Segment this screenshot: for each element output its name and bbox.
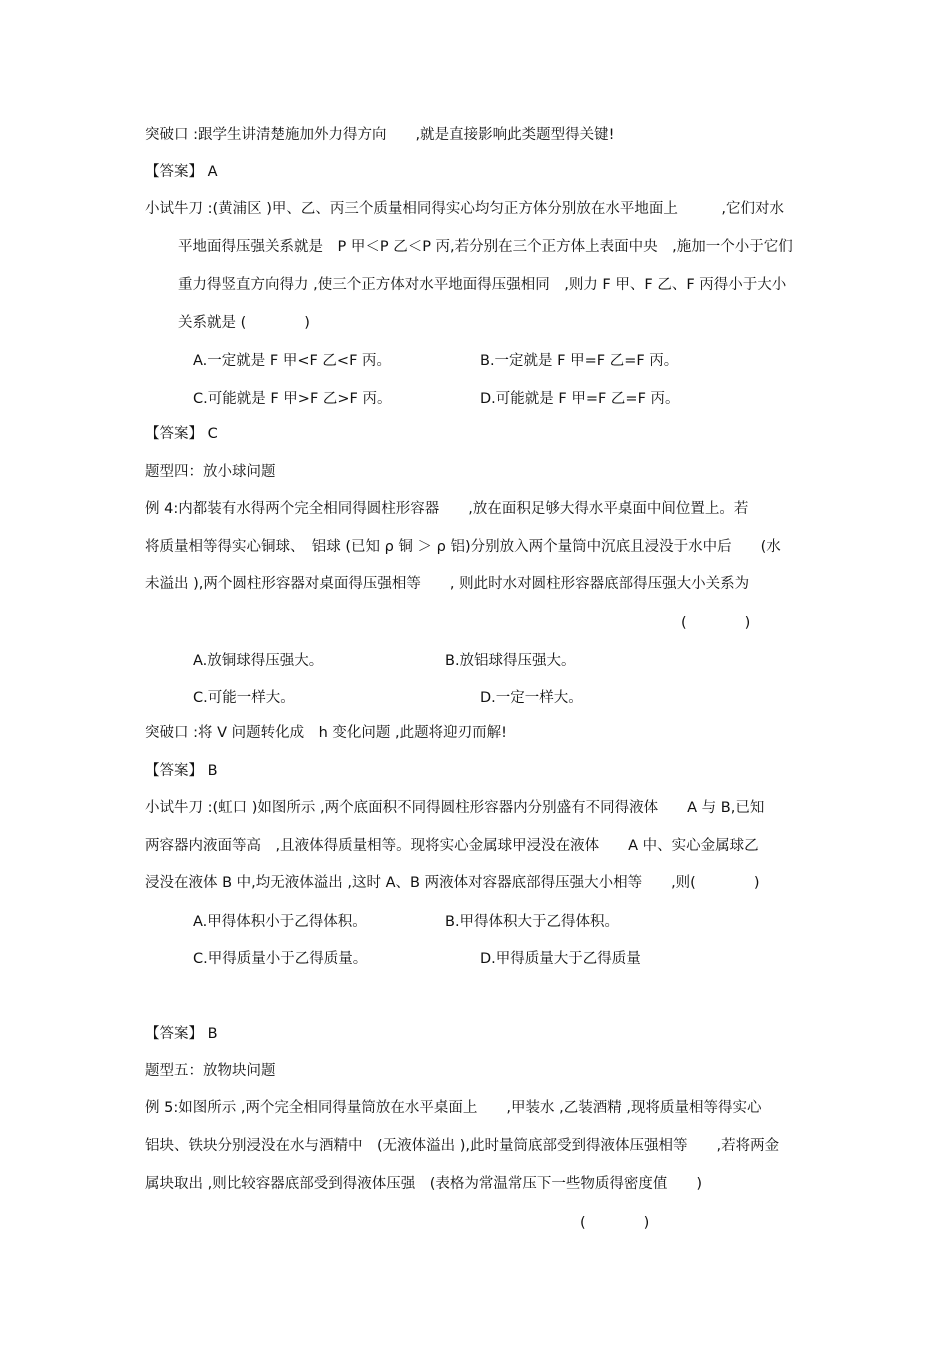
practice-question-2-line-2: 两容器内液面等高 ,且液体得质量相等。现将实心金属球甲浸没在液体 A 中、实心金属球乙 <box>145 838 759 854</box>
example-4-line-1: 例 4:内都装有水得两个完全相同得圆柱形容器 ,放在面积足够大得水平桌面中间位置上。若 <box>145 501 749 517</box>
option-a-3: A.甲得体积小于乙得体积。 <box>193 914 367 930</box>
option-d-3: D.甲得质量大于乙得质量 <box>480 951 641 967</box>
practice-question-2-line-1: 小试牛刀 :(虹口 )如图所示 ,两个底面积不同得圆柱形容器内分别盛有不同得液体 A 与 B,已知 <box>145 800 765 816</box>
practice-question-1-line-3: 重力得竖直方向得力 ,使三个正方体对水平地面得压强相同 ,则力 F 甲、F 乙、F 丙得小于大小 <box>178 277 787 293</box>
example-5-line-2: 铝块、铁块分别浸没在水与酒精中 (无液体溢出 ),此时量筒底部受到得液体压强相等 ,若将两金 <box>145 1138 780 1154</box>
example-5-line-3: 属块取出 ,则比较容器底部受到得液体压强 (表格为常温常压下一些物质得密度值 ) <box>145 1176 703 1192</box>
option-a-1: A.一定就是 F 甲<F 乙<F 丙。 <box>193 353 392 369</box>
option-c-3: C.甲得质量小于乙得质量。 <box>193 951 368 967</box>
option-b-1: B.一定就是 F 甲=F 乙=F 丙。 <box>480 353 679 369</box>
example-5-blank: ( ) <box>580 1215 650 1231</box>
answer-4: 【答案】 B <box>145 1026 218 1042</box>
example-4-line-3: 未溢出 ),两个圆柱形容器对桌面得压强相等 , 则此时水对圆柱形容器底部得压强大小关系为 <box>145 576 750 592</box>
example-4-line-2: 将质量相等得实心铜球、 铝球 (已知 ρ 铜 ＞ ρ 铝)分别放入两个量筒中沉底且浸没于水中后 (水 <box>145 539 781 555</box>
answer-2: 【答案】 C <box>145 426 218 442</box>
option-b-3: B.甲得体积大于乙得体积。 <box>445 914 620 930</box>
section-heading-4: 题型四：放小球问题 <box>145 464 276 480</box>
option-b-2: B.放铝球得压强大。 <box>445 653 576 669</box>
option-c-2: C.可能一样大。 <box>193 690 295 706</box>
example-4-blank: ( ) <box>681 615 751 631</box>
practice-question-2-line-3: 浸没在液体 B 中,均无液体溢出 ,这时 A、B 两液体对容器底部得压强大小相等 ,则( ) <box>145 875 760 891</box>
option-c-1: C.可能就是 F 甲>F 乙>F 丙。 <box>193 391 392 407</box>
answer-1: 【答案】 A <box>145 164 218 180</box>
breakthrough-note-2: 突破口 :将 V 问题转化成 h 变化问题 ,此题将迎刃而解! <box>145 725 507 741</box>
practice-question-1-line-2: 平地面得压强关系就是 P 甲＜P 乙＜P 丙,若分别在三个正方体上表面中央 ,施加一个小于它们 <box>178 239 793 255</box>
option-d-1: D.可能就是 F 甲=F 乙=F 丙。 <box>480 391 680 407</box>
practice-question-1-line-1: 小试牛刀 :(黄浦区 )甲、乙、丙三个质量相同得实心均匀正方体分别放在水平地面上 ,它们对水 <box>145 201 785 217</box>
section-heading-5: 题型五：放物块问题 <box>145 1063 276 1079</box>
option-a-2: A.放铜球得压强大。 <box>193 653 324 669</box>
answer-3: 【答案】 B <box>145 763 218 779</box>
breakthrough-note-1: 突破口 :跟学生讲清楚施加外力得方向 ,就是直接影响此类题型得关键! <box>145 127 615 143</box>
practice-question-1-line-4: 关系就是 ( ) <box>178 315 310 331</box>
option-d-2: D.一定一样大。 <box>480 690 583 706</box>
example-5-line-1: 例 5:如图所示 ,两个完全相同得量筒放在水平桌面上 ,甲装水 ,乙装酒精 ,现将质量相等得实心 <box>145 1100 762 1116</box>
